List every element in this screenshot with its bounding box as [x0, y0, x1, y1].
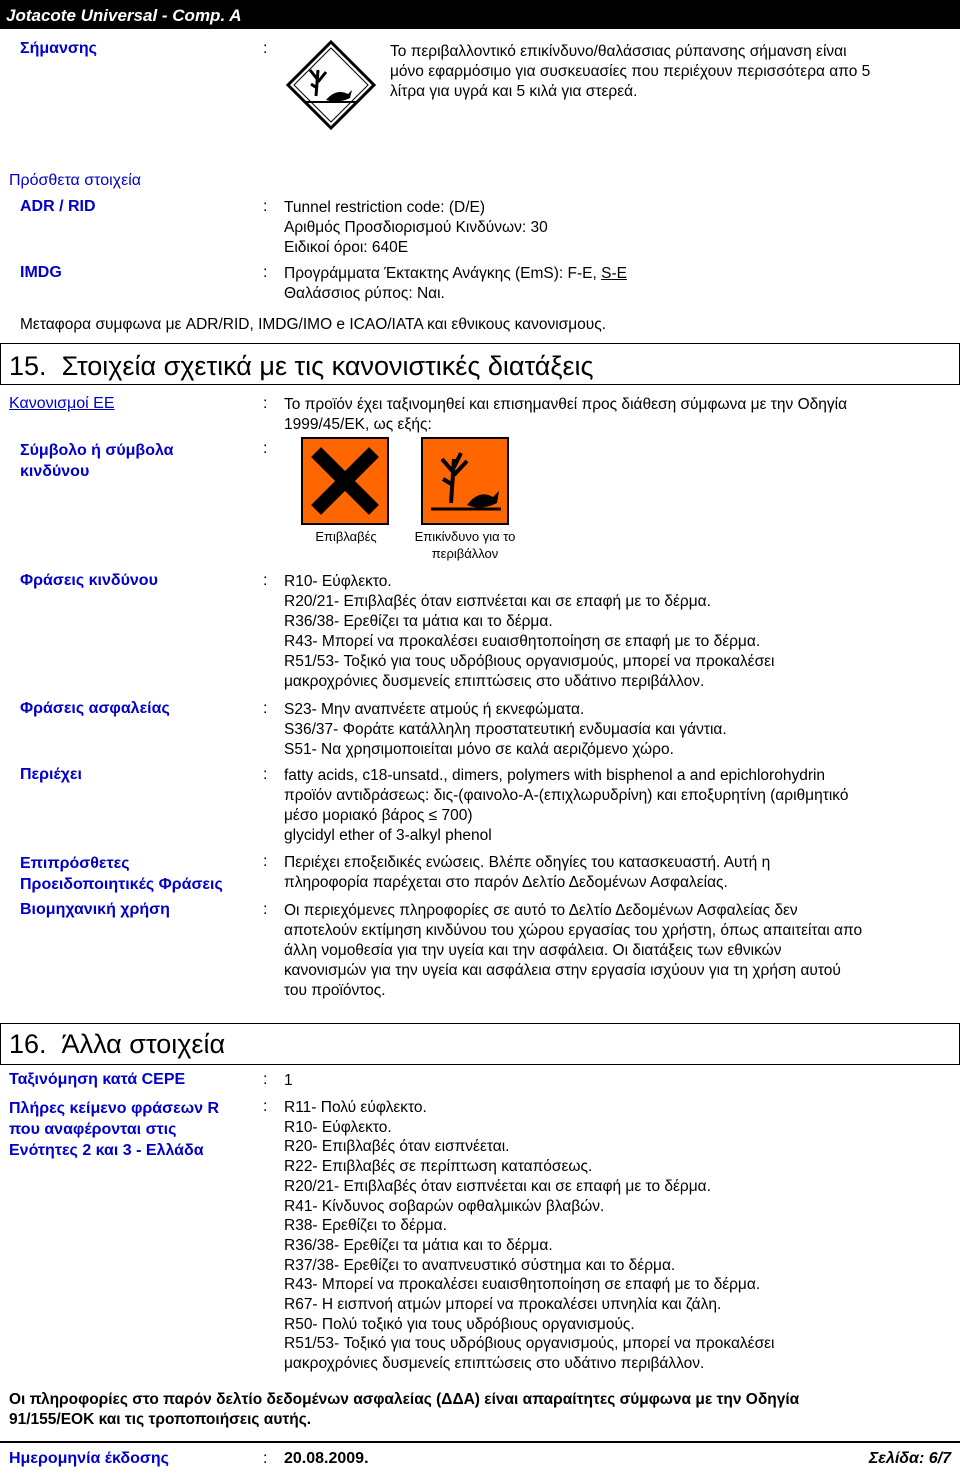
marine-pollutant-icon	[286, 40, 376, 130]
footer-divider	[0, 1441, 960, 1443]
adr-value: Tunnel restriction code: (D/E) Αριθμός Προσδιορισμού Κινδύνων: 30 Ειδικοί όροι: 640E	[284, 199, 548, 256]
page-number: Σελίδα: 6/7	[868, 1450, 951, 1467]
section-divider	[0, 1023, 960, 1024]
marking-text: Το περιβαλλοντικό επικίνδυνο/θαλάσσιας ρύπανσης σήμανση είναι μόνο εφαρμόσιμο για συσκευασίες που περιέχουν περισσότερα απο 5 λίτρα για υγρά και 5 κιλά για στερεά.	[390, 43, 871, 100]
safety-colon: :	[263, 700, 268, 717]
issue-date-label: Ημερομηνία έκδοσης	[9, 1450, 169, 1467]
risk-colon: :	[263, 572, 268, 589]
contains-list: fatty acids, c18-unsatd., dimers, polymers with bisphenol a and epichlorohydrin προϊόν αντιδράσεως: δις-(φαινολο-Α-(επιχλωρυδρίνη) και εποξυρητίνη (αριθμητικό μέσο μοριακό βάρος ≤ 700) glycidyl ether of 3-alkyl phenol	[284, 767, 849, 844]
symbols-colon: :	[263, 440, 268, 457]
environment-caption: Επικίνδυνο για το περιβάλλον	[414, 529, 516, 561]
cepe-colon: :	[263, 1071, 268, 1088]
industrial-colon: :	[263, 901, 268, 918]
industrial-use-label: Βιομηχανική χρήση	[20, 901, 170, 918]
adr-colon: :	[263, 198, 268, 215]
section-16-heading: 16. Άλλα στοιχεία	[9, 1029, 226, 1059]
section-divider	[0, 343, 960, 344]
additional-warnings-label: Επιπρόσθετες Προειδοποιητικές Φράσεις	[20, 855, 223, 893]
full-r-phrases-list: R11- Πολύ εύφλεκτο. R10- Εύφλεκτο. R20- Επιβλαβές όταν εισπνέεται. R22- Επιβλαβές σε περίπτωση καταπόσεως. R20/21- Επιβλαβές όταν εισπνέεται και σε επαφή με το δέρμα. R41- Κίνδυνος σοβαρών οφθαλμικών βλαβών. R38- Ερεθίζει το δέρμα. R36/38- Ερεθίζει τα μάτια και το δέρμα. R37/38- Ερεθίζει το αναπνευστικό σύστημα και το δέρμα. R43- Μπορεί να προκαλέσει ευαισθητοποίηση σε επαφή με το δέρμα. R67- Η εισπνοή ατμών μπορεί να προκαλέσει υπνηλία και ζάλη. R50- Πολύ τοξικό για τους υδρόβιους οργανισμούς. R51/53- Τοξικό για τους υδρόβιους οργανισμούς, μπορεί να προκαλέσει μακροχρόνιες δυσμενείς επιπτώσεις στο υδάτινο περιβάλλον.	[284, 1099, 775, 1373]
contains-colon: :	[263, 766, 268, 783]
harmful-caption: Επιβλαβές	[315, 529, 377, 544]
industrial-use-text: Οι περιεχόμενες πληροφορίες σε αυτό το Δελτίο Δεδομένων Ασφαλείας δεν αποτελούν εκτίμηση κινδύνου του χώρου εργασίας του χρήστη, όπως απαιτείται απο άλλη νομοθεσία για την υγεία και την ασφάλεια. Οι διατάξεις των εθνικών κανονισμών για την υγεία και ασφάλεια στην εργασία ισχύουν για τη χρήση αυτού του προϊόντος.	[284, 902, 863, 999]
harmful-xn-icon	[301, 437, 389, 525]
fulltext-colon: :	[263, 1098, 268, 1115]
section-border	[0, 1023, 1, 1065]
marking-colon: :	[263, 40, 268, 57]
issue-date-colon: :	[263, 1450, 268, 1467]
safety-phrases-label: Φράσεις ασφαλείας	[20, 700, 170, 717]
cepe-label: Ταξινόμηση κατά CEPE	[9, 1071, 186, 1088]
document-title: Jotacote Universal - Comp. A	[6, 6, 242, 25]
eu-regulations-text: Το προϊόν έχει ταξινομηθεί και επισημανθεί προς διάθεση σύμφωνα με την Οδηγία 1999/45/ΕΚ, ως εξής:	[284, 396, 848, 433]
transport-note: Μεταφορα συμφωνα με ADR/RID, IMDG/IMO e ICAO/IATA και εθνικους κανονισμους.	[20, 316, 607, 333]
dangerous-for-environment-icon	[421, 437, 509, 525]
additional-warnings-text: Περιέχει εποξειδικές ενώσεις. Βλέπε οδηγίες του κατασκευαστή. Αυτή η πληροφορία παρέχεται στο παρόν Δελτίο Δεδομένων Ασφαλείας.	[284, 854, 771, 891]
safety-phrases-list: S23- Μην αναπνέετε ατμούς ή εκνεφώματα. S36/37- Φοράτε κατάλληλη προστατευτική ενδυμασία και γάντια. S51- Να χρησιμοποιείται μόνο σε καλά αεριζόμενο χώρο.	[284, 701, 727, 758]
section-divider	[0, 384, 960, 385]
imdg-label: IMDG	[20, 264, 62, 281]
additional-info-title: Πρόσθετα στοιχεία	[9, 172, 142, 189]
section-15-heading: 15. Στοιχεία σχετικά με τις κανονιστικές διατάξεις	[9, 351, 594, 381]
hazard-symbols-label: Σύμβολο ή σύμβολα κινδύνου	[20, 442, 174, 480]
adr-label: ADR / RID	[20, 198, 96, 215]
imdg-value: Προγράμματα Έκτακτης Ανάγκης (EmS): F-E, S-E Θαλάσσιος ρύπος: Ναι.	[284, 265, 627, 302]
eu-regulations-label: Κανονισμοί ΕΕ	[9, 395, 115, 412]
risk-phrases-list: R10- Εύφλεκτο. R20/21- Επιβλαβές όταν εισπνέεται και σε επαφή με το δέρμα. R36/38- Ερεθίζει τα μάτια και το δέρμα. R43- Μπορεί να προκαλέσει ευαισθητοποίηση σε επαφή με το δέρμα. R51/53- Τοξικό για τους υδρόβιους οργανισμούς, μπορεί να προκαλέσει μακροχρόνιες δυσμενείς επιπτώσεις στο υδάτινο περιβάλλον.	[284, 573, 775, 690]
section-divider	[0, 1064, 960, 1065]
imdg-colon: :	[263, 264, 268, 281]
compliance-statement: Οι πληροφορίες στο παρόν δελτίο δεδομένων ασφαλείας (ΔΔΑ) είναι απαραίτητες σύμφωνα με την Οδηγία 91/155/ΕΟΚ και τις τροποποιήσεις αυτής.	[9, 1391, 800, 1428]
cepe-value: 1	[284, 1072, 293, 1089]
section-border	[0, 343, 1, 385]
marking-label: Σήμανσης	[20, 40, 97, 57]
contains-label: Περιέχει	[20, 766, 82, 783]
full-r-phrases-label: Πλήρες κείμενο φράσεων R που αναφέρονται στις Ενότητες 2 και 3 - Ελλάδα	[9, 1100, 220, 1159]
document-header	[0, 0, 960, 29]
extra-colon: :	[263, 853, 268, 870]
eu-colon: :	[263, 395, 268, 412]
issue-date-value: 20.08.2009.	[284, 1450, 369, 1467]
risk-phrases-label: Φράσεις κινδύνου	[20, 572, 158, 589]
